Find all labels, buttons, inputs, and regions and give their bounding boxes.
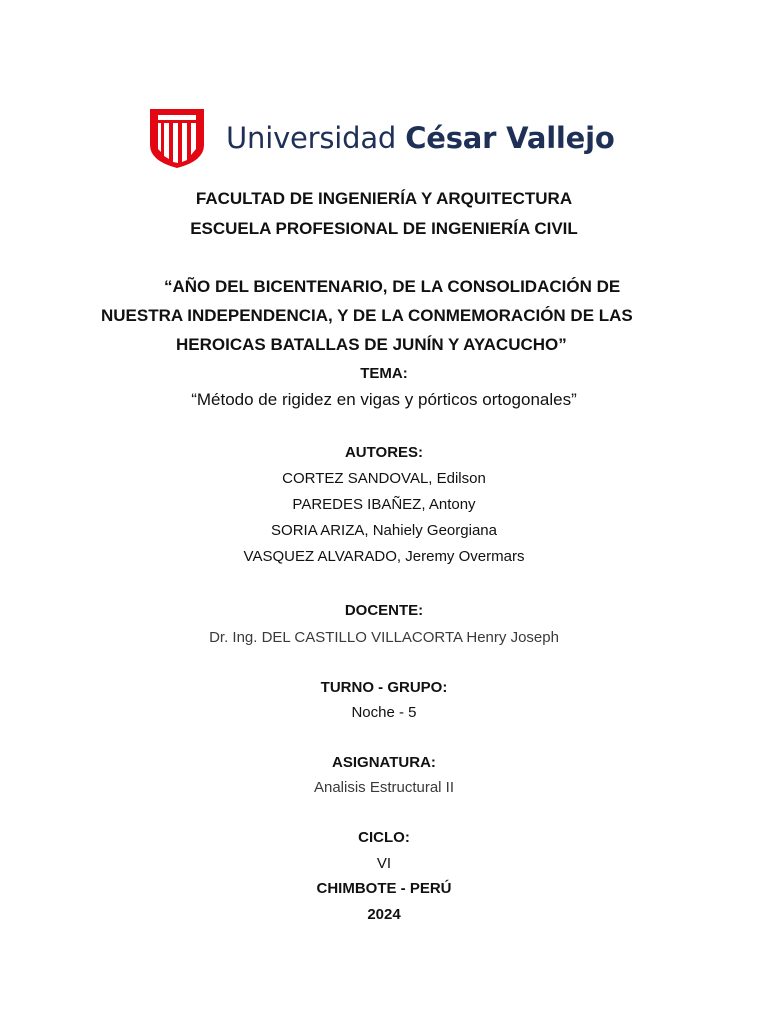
place: CHIMBOTE - PERÚ — [316, 880, 452, 897]
teacher-label: DOCENTE: — [344, 602, 424, 619]
author-name: CORTEZ SANDOVAL, Edilson — [282, 470, 486, 487]
cycle-label: CICLO: — [358, 829, 410, 846]
university-name-light: Universidad — [226, 120, 397, 155]
motto-line-2: NUESTRA INDEPENDENCIA, Y DE LA CONMEMORACIÓN DE LAS — [101, 306, 633, 325]
shift-group-value: Noche - 5 — [351, 704, 417, 721]
university-shield-icon — [148, 105, 206, 169]
school-title: ESCUELA PROFESIONAL DE INGENIERÍA CIVIL — [190, 219, 578, 238]
author-name: PAREDES IBAÑEZ, Antony — [292, 496, 476, 513]
topic-value: “Método de rigidez en vigas y pórticos ortogonales” — [191, 390, 577, 409]
motto-line-3: HEROICAS BATALLAS DE JUNÍN Y AYACUCHO” — [176, 335, 567, 354]
university-name-bold: César Vallejo — [405, 120, 615, 155]
university-name — [226, 122, 615, 153]
author-name: VASQUEZ ALVARADO, Jeremy Overmars — [243, 548, 525, 565]
year: 2024 — [367, 906, 401, 923]
subject-value: Analisis Estructural II — [313, 779, 455, 796]
shift-group-label: TURNO - GRUPO: — [320, 679, 448, 696]
teacher-value: Dr. Ing. DEL CASTILLO VILLACORTA Henry Joseph — [209, 629, 559, 646]
authors-label: AUTORES: — [344, 444, 424, 461]
cycle-value: VI — [376, 855, 392, 872]
author-name: SORIA ARIZA, Nahiely Georgiana — [271, 522, 497, 539]
faculty-title: FACULTAD DE INGENIERÍA Y ARQUITECTURA — [195, 189, 573, 208]
subject-label: ASIGNATURA: — [332, 754, 436, 771]
topic-label: TEMA: — [360, 365, 408, 382]
motto-line-1: “AÑO DEL BICENTENARIO, DE LA CONSOLIDACIÓN DE — [164, 277, 621, 296]
university-logo — [148, 104, 615, 170]
